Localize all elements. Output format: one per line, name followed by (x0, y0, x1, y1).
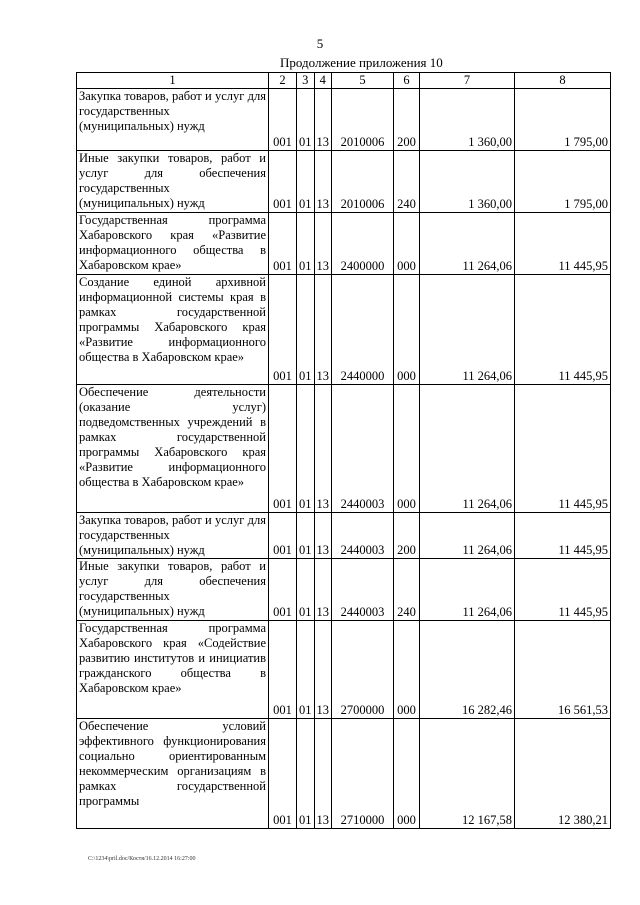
row-description: Закупка товаров, работ и услуг для государственных (муниципальных) нужд (77, 513, 269, 559)
cell-amount-year-1: 11 264,06 (420, 559, 515, 621)
cell-expense-type: 000 (394, 385, 420, 513)
cell-amount-year-1: 11 264,06 (420, 513, 515, 559)
cell-section-code: 01 (297, 621, 315, 719)
cell-expense-type: 240 (394, 559, 420, 621)
cell-amount-year-2: 1 795,00 (515, 89, 611, 151)
column-header: 7 (420, 73, 515, 89)
cell-amount-year-1: 11 264,06 (420, 213, 515, 275)
cell-amount-year-2: 11 445,95 (515, 385, 611, 513)
cell-ministry-code: 001 (269, 621, 297, 719)
cell-expense-type: 000 (394, 275, 420, 385)
cell-section-code: 01 (297, 385, 315, 513)
table-header-row (77, 73, 611, 89)
column-header: 4 (314, 73, 332, 89)
cell-expense-type: 000 (394, 213, 420, 275)
cell-target-article: 2440000 (332, 275, 394, 385)
file-path-footer: C:\1234\pril.doc/Костя/16.12.2014 16:27:00 (88, 856, 196, 862)
table-row (77, 151, 611, 213)
table-row (77, 559, 611, 621)
cell-amount-year-2: 11 445,95 (515, 213, 611, 275)
cell-subsection-code: 13 (314, 385, 332, 513)
row-description: Обеспечение деятельности (оказание услуг) подведомственных учреждений в рамках государственной программы Хабаровского края «Развитие информационного общества в Хабаровском крае» (77, 385, 269, 513)
cell-subsection-code: 13 (314, 513, 332, 559)
row-description: Государственная программа Хабаровского края «Содействие развитию институтов и инициатив гражданского общества в Хабаровском крае» (77, 621, 269, 719)
row-description: Обеспечение условий эффективного функционирования социально ориентированным некоммерческим организациям в рамках государственной программы (77, 719, 269, 829)
page-number: 5 (316, 36, 324, 51)
cell-amount-year-2: 11 445,95 (515, 559, 611, 621)
cell-section-code: 01 (297, 719, 315, 829)
appendix-caption: Продолжение приложения 10 (280, 55, 443, 70)
column-header: 1 (77, 73, 269, 89)
cell-amount-year-2: 1 795,00 (515, 151, 611, 213)
column-header: 5 (332, 73, 394, 89)
cell-target-article: 2440003 (332, 513, 394, 559)
column-header: 2 (269, 73, 297, 89)
cell-subsection-code: 13 (314, 213, 332, 275)
table-row (77, 385, 611, 513)
cell-ministry-code: 001 (269, 89, 297, 151)
cell-subsection-code: 13 (314, 151, 332, 213)
cell-subsection-code: 13 (314, 621, 332, 719)
budget-table (76, 72, 611, 829)
cell-ministry-code: 001 (269, 213, 297, 275)
cell-amount-year-2: 11 445,95 (515, 275, 611, 385)
table-row (77, 513, 611, 559)
cell-amount-year-1: 1 360,00 (420, 89, 515, 151)
row-description: Государственная программа Хабаровского края «Развитие информационного общества в Хабаровском крае» (77, 213, 269, 275)
column-header: 3 (297, 73, 315, 89)
cell-amount-year-1: 1 360,00 (420, 151, 515, 213)
table-row (77, 719, 611, 829)
cell-target-article: 2710000 (332, 719, 394, 829)
table-row (77, 275, 611, 385)
cell-ministry-code: 001 (269, 151, 297, 213)
cell-target-article: 2440003 (332, 559, 394, 621)
cell-subsection-code: 13 (314, 275, 332, 385)
cell-expense-type: 200 (394, 513, 420, 559)
cell-ministry-code: 001 (269, 719, 297, 829)
column-header: 6 (394, 73, 420, 89)
cell-subsection-code: 13 (314, 719, 332, 829)
cell-target-article: 2010006 (332, 89, 394, 151)
cell-amount-year-1: 12 167,58 (420, 719, 515, 829)
cell-amount-year-2: 12 380,21 (515, 719, 611, 829)
column-header: 8 (515, 73, 611, 89)
cell-expense-type: 000 (394, 621, 420, 719)
row-description: Создание единой архивной информационной системы края в рамках государственной программы Хабаровского края «Развитие информационного общества в Хабаровском крае» (77, 275, 269, 385)
cell-amount-year-2: 11 445,95 (515, 513, 611, 559)
cell-ministry-code: 001 (269, 513, 297, 559)
cell-target-article: 2440003 (332, 385, 394, 513)
cell-subsection-code: 13 (314, 559, 332, 621)
cell-section-code: 01 (297, 559, 315, 621)
row-description: Закупка товаров, работ и услуг для государственных (муниципальных) нужд (77, 89, 269, 151)
row-description: Иные закупки товаров, работ и услуг для обеспечения государственных (муниципальных) нужд (77, 559, 269, 621)
cell-section-code: 01 (297, 151, 315, 213)
cell-target-article: 2010006 (332, 151, 394, 213)
table-row (77, 89, 611, 151)
cell-ministry-code: 001 (269, 385, 297, 513)
cell-expense-type: 240 (394, 151, 420, 213)
cell-amount-year-1: 11 264,06 (420, 275, 515, 385)
cell-amount-year-2: 16 561,53 (515, 621, 611, 719)
cell-section-code: 01 (297, 213, 315, 275)
cell-section-code: 01 (297, 89, 315, 151)
cell-subsection-code: 13 (314, 89, 332, 151)
cell-ministry-code: 001 (269, 559, 297, 621)
cell-amount-year-1: 11 264,06 (420, 385, 515, 513)
cell-section-code: 01 (297, 513, 315, 559)
cell-expense-type: 000 (394, 719, 420, 829)
cell-expense-type: 200 (394, 89, 420, 151)
table-row (77, 621, 611, 719)
cell-target-article: 2400000 (332, 213, 394, 275)
table-row (77, 213, 611, 275)
cell-ministry-code: 001 (269, 275, 297, 385)
cell-section-code: 01 (297, 275, 315, 385)
cell-target-article: 2700000 (332, 621, 394, 719)
row-description: Иные закупки товаров, работ и услуг для обеспечения государственных (муниципальных) нужд (77, 151, 269, 213)
cell-amount-year-1: 16 282,46 (420, 621, 515, 719)
